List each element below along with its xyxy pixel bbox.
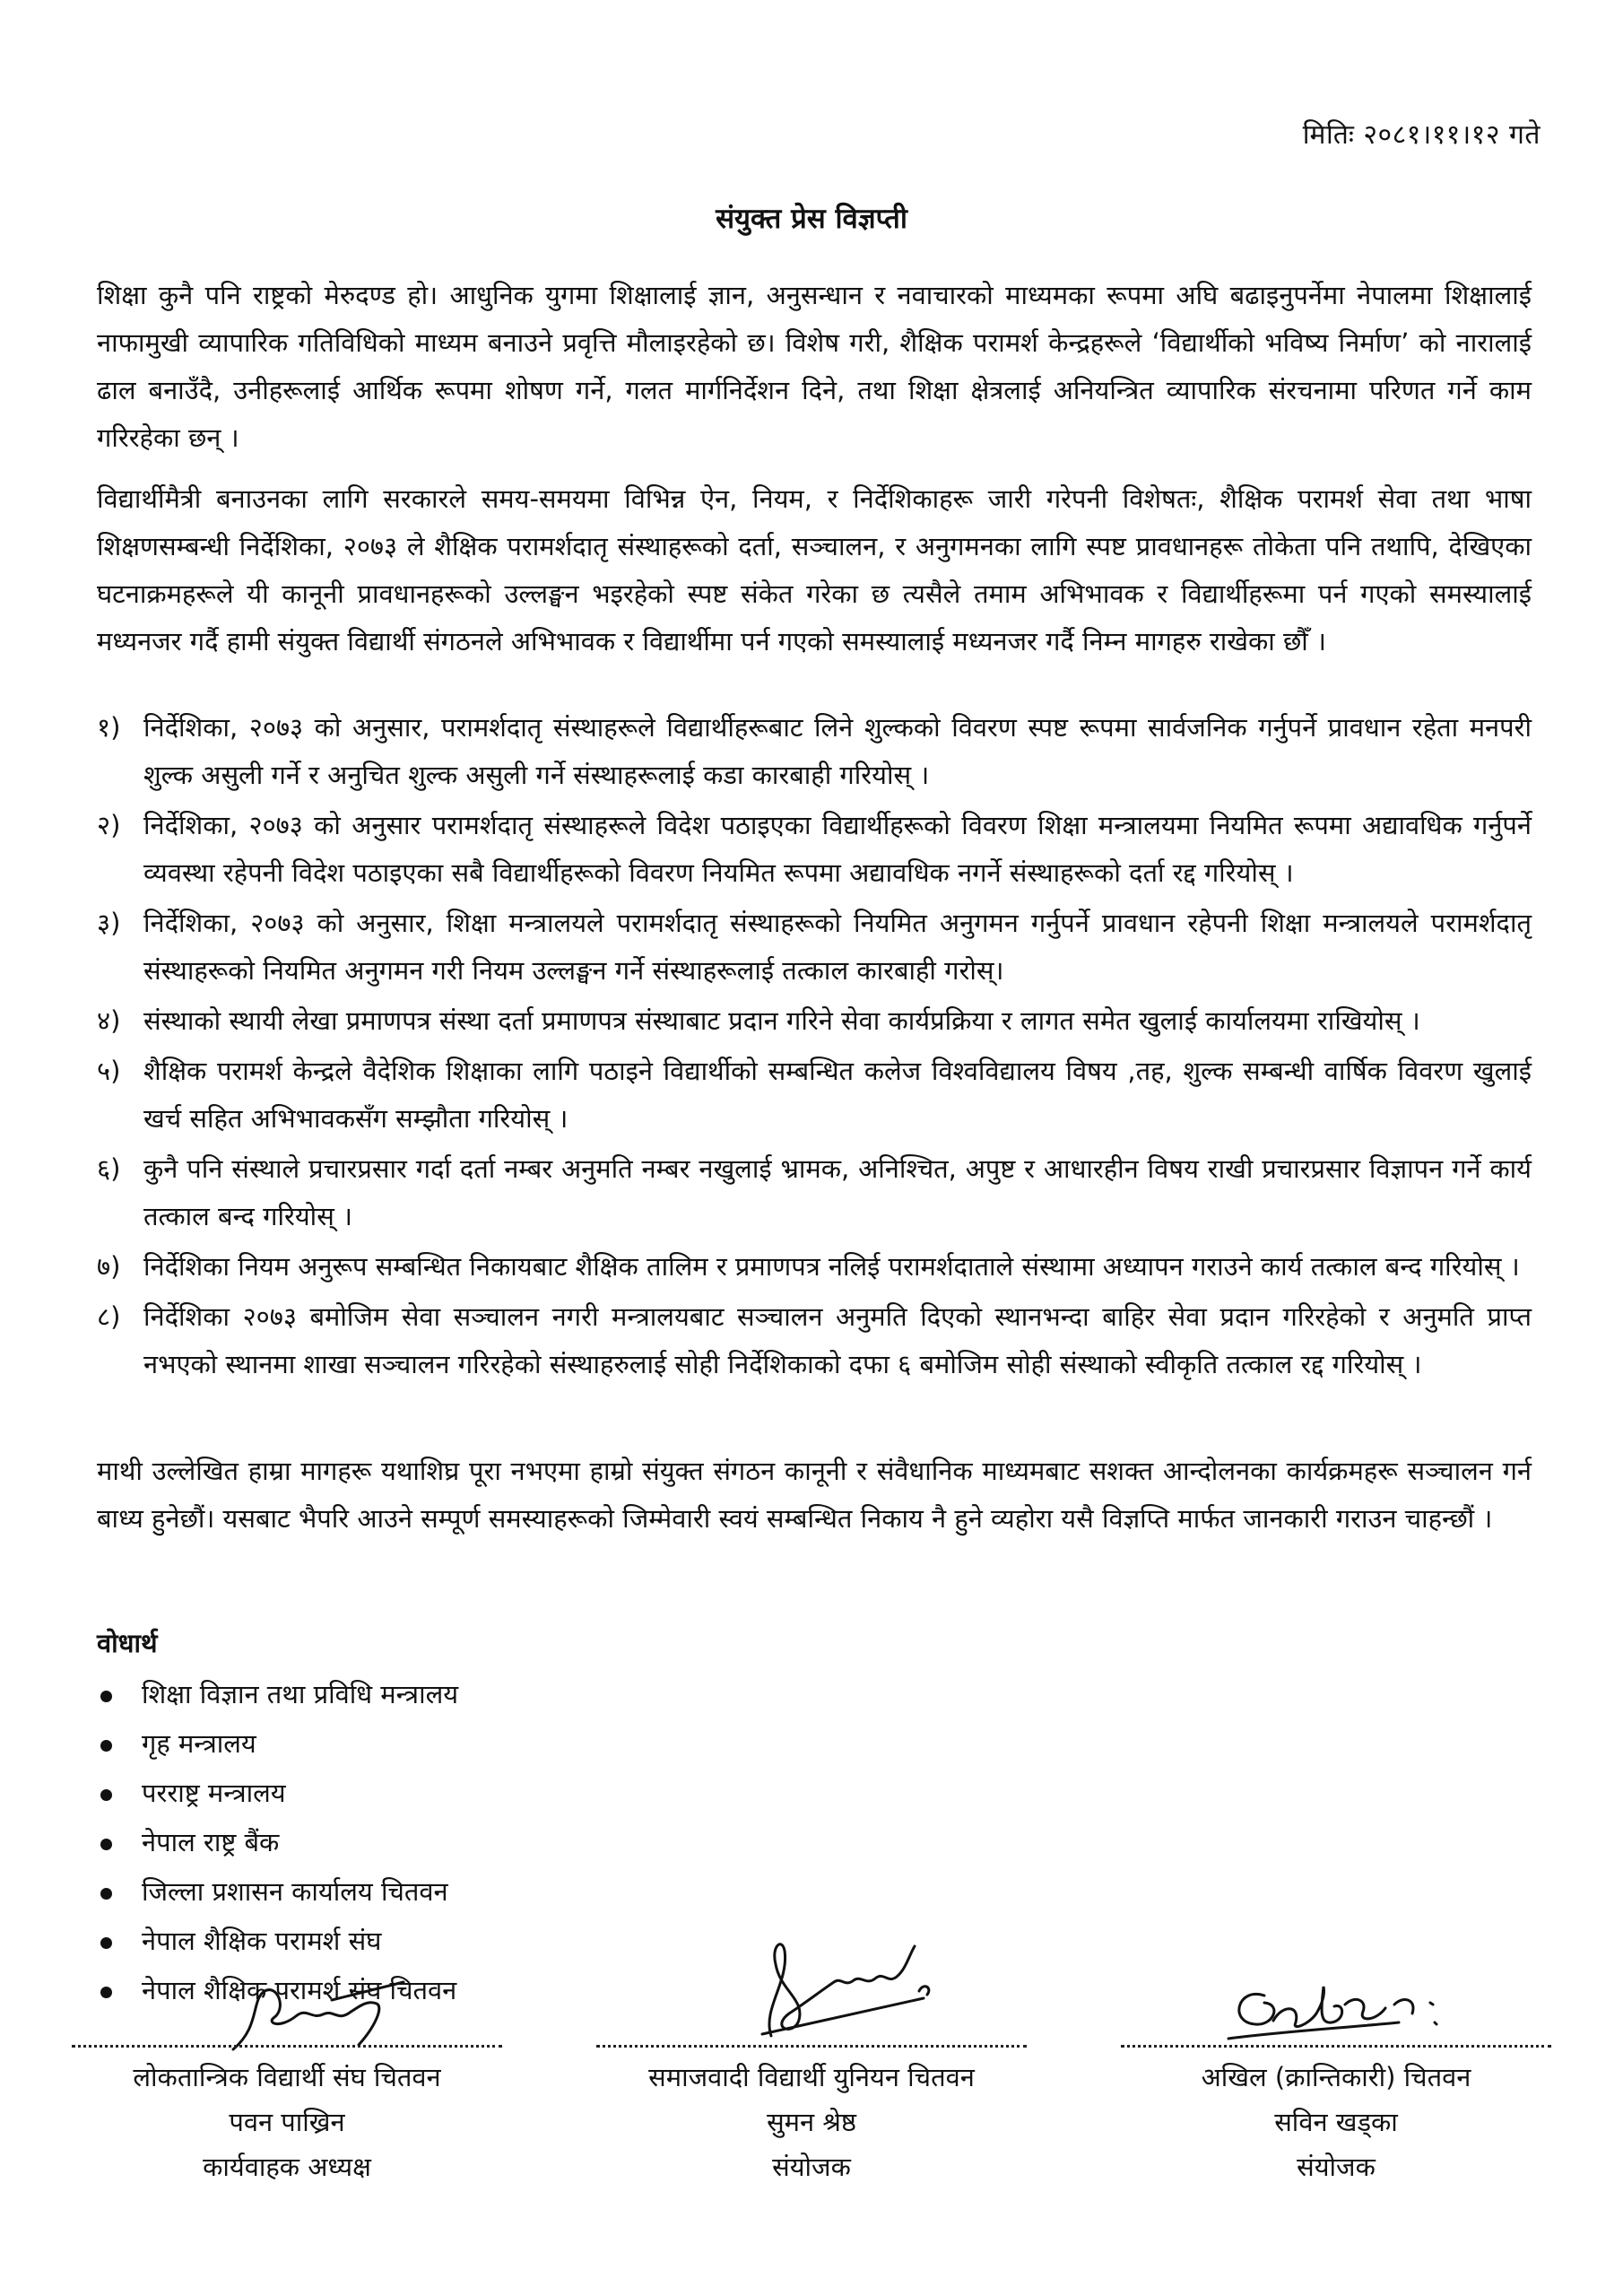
bullet-icon (100, 1740, 112, 1752)
bullet-icon (100, 1691, 112, 1702)
demand-text: संस्थाको स्थायी लेखा प्रमाणपत्र संस्था दर्ता प्रमाणपत्र संस्थाबाट प्रदान गरिने सेवा कार्यप्रक्रिया र लागत समेत खुलाई कार्यालयमा राखियोस् । (143, 1005, 1420, 1036)
demand-item (97, 802, 1532, 897)
signatory-role: संयोजक (772, 2152, 851, 2182)
demand-text: निर्देशिका, २०७३ को अनुसार परामर्शदातृ संस्थाहरूले विदेश पठाइएका विद्यार्थीहरूको विवरण शिक्षा मन्त्रालयमा नियमित रूपमा अद्यावधिक गर्नुपर्ने व्यवस्था रहेपनी विदेश पठाइएका सबै विद्यार्थीहरूको विवरण नियमित रूपमा अद्यावधिक नगर्ने संस्थाहरूको दर्ता रद्द गरियोस् । (143, 810, 1532, 888)
signatory-org: लोकतान्त्रिक विद्यार्थी संघ चितवन (133, 2062, 441, 2092)
demand-number: ८) (97, 1301, 121, 1332)
signatory-block (54, 2018, 520, 2189)
demand-number: २) (97, 810, 121, 840)
recipient-label: शिक्षा विज्ञान तथा प्रविधि मन्त्रालय (142, 1679, 459, 1709)
signatory-name: पवन पाख्रिन (229, 2107, 345, 2137)
demand-text: निर्देशिका २०७३ बमोजिम सेवा सञ्चालन नगरी मन्त्रालयबाट सञ्चालन अनुमति दिएको स्थानभन्दा बाहिर सेवा प्रदान गरिरहेको र अनुमति प्राप्त नभएको स्थानमा शाखा सञ्चालन गरिरहेको संस्थाहरुलाई सोही निर्देशिकाको दफा ६ बमोजिम सोही संस्थाको स्वीकृति तत्काल रद्द गरियोस् । (143, 1301, 1532, 1379)
bullet-icon (100, 1789, 112, 1801)
bullet-icon (100, 1937, 112, 1949)
bullet-icon (100, 1987, 112, 1998)
signature-line (72, 2018, 502, 2048)
signature-line (596, 2018, 1027, 2048)
date-line: मितिः २०८१।११।१२ गते (1302, 119, 1541, 151)
signatory-block (1103, 2018, 1569, 2189)
demand-item (97, 1145, 1532, 1240)
signature-line (1121, 2018, 1551, 2048)
signatory-role: संयोजक (1297, 2152, 1376, 2182)
demands-list (97, 704, 1532, 1391)
demand-text: निर्देशिका नियम अनुरूप सम्बन्धित निकायबाट शैक्षिक तालिम र प्रमाणपत्र नलिई परामर्शदाताले संस्थामा अध्यापन गराउने कार्य तत्काल बन्द गरियोस् । (143, 1251, 1520, 1282)
demand-number: ३) (97, 908, 121, 938)
bullet-icon (100, 1888, 112, 1900)
context-paragraph: विद्यार्थीमैत्री बनाउनका लागि सरकारले समय-समयमा विभिन्न ऐन, नियम, र निर्देशिकाहरू जारी गरेपनी विशेषतः, शैक्षिक परामर्श सेवा तथा भाषा शिक्षणसम्बन्धी निर्देशिका, २०७३ ले शैक्षिक परामर्शदातृ संस्थाहरूको दर्ता, सञ्चालन, र अनुगमनका लागि स्पष्ट प्रावधानहरू तोकेता पनि तथापि, देखिएका घटनाक्रमहरूले यी कानूनी प्रावधानहरूको उल्लङ्घन भइरहेको स्पष्ट संकेत गरेका छ त्यसैले तमाम अभिभावक र विद्यार्थीहरूमा पर्न गएको समस्यालाई मध्यनजर गर्दै हामी संयुक्त विद्यार्थी संगठनले अभिभावक र विद्यार्थीमा पर्न गएको समस्यालाई मध्यनजर गर्दै निम्न मागहरु राखेका छौँ । (97, 483, 1532, 657)
signatory-role: कार्यवाहक अध्यक्ष (203, 2152, 371, 2182)
bullet-icon (100, 1839, 112, 1850)
signatory-name: सुमन श्रेष्ठ (767, 2107, 856, 2137)
demand-text: शैक्षिक परामर्श केन्द्रले वैदेशिक शिक्षाका लागि पठाइने विद्यार्थीको सम्बन्धित कलेज विश्वविद्यालय विषय ,तह, शुल्क सम्बन्धी वार्षिक विवरण खुलाई खर्च सहित अभिभावकसँग सम्झौता गरियोस् । (143, 1056, 1532, 1134)
recipient-label: जिल्ला प्रशासन कार्यालय चितवन (142, 1876, 448, 1907)
signatory-org: समाजवादी विद्यार्थी युनियन चितवन (648, 2062, 975, 2092)
demand-item (97, 1293, 1532, 1388)
demand-item (97, 900, 1532, 995)
demand-number: ७) (97, 1251, 121, 1282)
recipient-label: गृह मन्त्रालय (142, 1728, 256, 1759)
demand-number: ४) (97, 1005, 121, 1036)
recipient-label: नेपाल शैक्षिक परामर्श संघ चितवन (142, 1975, 457, 2005)
demand-item (97, 997, 1532, 1045)
demand-item (97, 704, 1532, 799)
recipient-label: नेपाल शैक्षिक परामर्श संघ (142, 1926, 382, 1956)
demand-number: ५) (97, 1056, 121, 1086)
recipient-label: परराष्ट्र मन्त्रालय (142, 1778, 286, 1808)
closing-paragraph: माथी उल्लेखित हाम्रा मागहरू यथाशिघ्र पूरा नभएमा हाम्रो संयुक्त संगठन कानूनी र संवैधानिक माध्यमबाट सशक्त आन्दोलनका कार्यक्रमहरू सञ्चालन गर्न बाध्य हुनेछौं। यसबाट भैपरि आउने सम्पूर्ण समस्याहरूको जिम्मेवारी स्वयं सम्बन्धित निकाय नै हुने व्यहोरा यसै विज्ञप्ति मार्फत जानकारी गराउन चाहन्छौं । (97, 1456, 1532, 1534)
demand-text: कुनै पनि संस्थाले प्रचारप्रसार गर्दा दर्ता नम्बर अनुमति नम्बर नखुलाई भ्रामक, अनिश्चित, अपुष्ट र आधारहीन विषय राखी प्रचारप्रसार विज्ञापन गर्ने कार्य तत्काल बन्द गरियोस् । (143, 1153, 1532, 1231)
signatory-org: अखिल (क्रान्तिकारी) चितवन (1201, 2062, 1471, 2092)
recipient-label: नेपाल राष्ट्र बैंक (142, 1827, 280, 1857)
signatory-name: सविन खड्का (1274, 2107, 1398, 2137)
demand-item (97, 1048, 1532, 1143)
demand-text: निर्देशिका, २०७३ को अनुसार, परामर्शदातृ संस्थाहरूले विद्यार्थीहरूबाट लिने शुल्कको विवरण स्पष्ट रूपमा सार्वजनिक गर्नुपर्ने प्रावधान रहेता मनपरी शुल्क असुली गर्ने र अनुचित शुल्क असुली गर्ने संस्थाहरूलाई कडा कारबाही गरियोस् । (143, 712, 1532, 790)
demand-text: निर्देशिका, २०७३ को अनुसार, शिक्षा मन्त्रालयले परामर्शदातृ संस्थाहरूको नियमित अनुगमन गर्नुपर्ने प्रावधान रहेपनी शिक्षा मन्त्रालयले परामर्शदातृ संस्थाहरूको नियमित अनुगमन गरी नियम उल्लङ्घन गर्ने संस्थाहरूलाई तत्काल कारबाही गरोस्। (143, 908, 1532, 986)
demand-item (97, 1243, 1532, 1291)
intro-paragraph: शिक्षा कुनै पनि राष्ट्रको मेरुदण्ड हो। आधुनिक युगमा शिक्षालाई ज्ञान, अनुसन्धान र नवाचारको माध्यमका रूपमा अघि बढाइनुपर्नेमा नेपालमा शिक्षालाई नाफामुखी व्यापारिक गतिविधिको माध्यम बनाउने प्रवृत्ति मौलाइरहेको छ। विशेष गरी, शैक्षिक परामर्श केन्द्रहरूले ‘विद्यार्थीको भविष्य निर्माण’ को नारालाई ढाल बनाउँदै, उनीहरूलाई आर्थिक रूपमा शोषण गर्ने, गलत मार्गनिर्देशन दिने, तथा शिक्षा क्षेत्रलाई अनियन्त्रित व्यापारिक संरचनामा परिणत गर्ने काम गरिरहेका छन् । (97, 280, 1532, 453)
demand-number: ६) (97, 1153, 121, 1184)
demand-number: १) (97, 712, 121, 743)
bodhartha-heading: वोधार्थ (97, 1628, 158, 1658)
document-title: संयुक्त प्रेस विज्ञप्ती (716, 203, 907, 235)
signatory-block (578, 2018, 1045, 2189)
